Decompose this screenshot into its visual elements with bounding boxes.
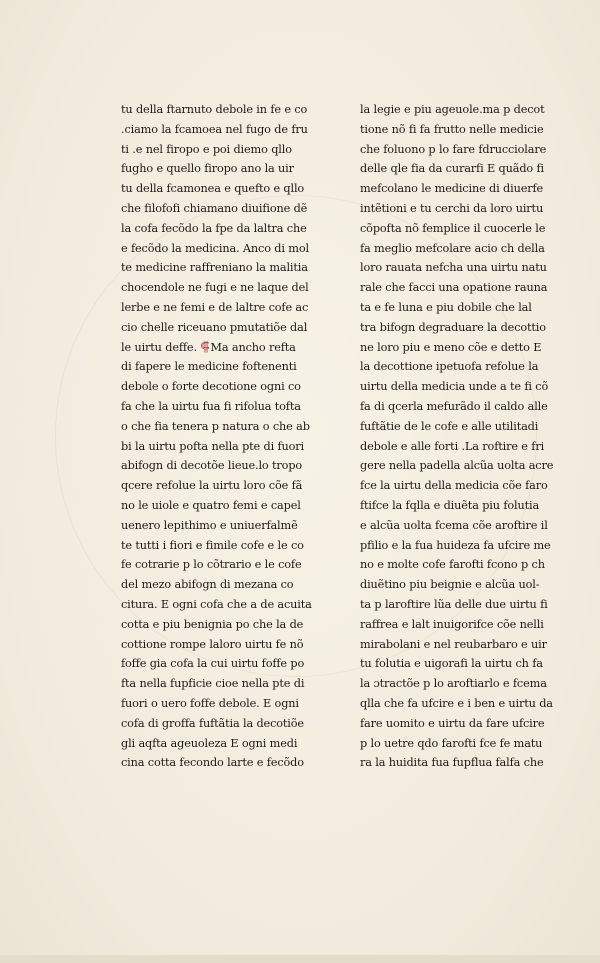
left-column-line: fa che la uirtu fua fi rifolua tofta [121, 399, 301, 413]
left-column-line: uenero lepithimo e uniuerfalmẽ [121, 518, 298, 532]
left-column-line: cio chelle riceuano pmutatiõe dal [121, 320, 308, 334]
left-column-line: fugho e quello firopo ano la uir [121, 162, 294, 176]
right-column-line: p lo uetre qdo farofti fce fe matu [360, 736, 543, 750]
left-column-line: tu della ftarnuto debole in fe e co [121, 103, 308, 116]
right-column-line: la legie e piu ageuole.ma p decot [360, 103, 545, 116]
left-column-line: qcere refolue la uirtu loro cõe fã [121, 479, 303, 493]
right-column-line: pfilio e la fua huideza fa ufcire me [360, 538, 551, 552]
right-column-line: fa di qcerla mefurãdo il caldo alle [360, 399, 548, 413]
right-column-line: intẽtioni e tu cerchi da loro uirtu [360, 201, 544, 215]
right-column-line: loro rauata nefcha una uirtu natu [360, 261, 547, 275]
right-column-line: mirabolani e nel reubarbaro e uir [360, 637, 547, 651]
left-column-line: citura. E ogni cofa che a de acuita [121, 597, 312, 611]
right-column-line: mefcolano le medicine di diuerfe [360, 182, 544, 196]
right-column-line: no e molte cofe farofti fcono p ch [360, 558, 545, 572]
right-column-line: fa meglio mefcolare acio ch della [360, 241, 545, 255]
right-column-line: tu folutia e uigorafi la uirtu ch fa [360, 657, 543, 671]
right-column-line: uirtu della medicia unde a te fi cõ [360, 380, 549, 394]
left-column-line: te tutti i fiori e fimile cofe e le co [121, 538, 304, 552]
right-column-line: raffrea e lalt inuigorifce cõe nelli [360, 617, 544, 631]
right-column-line: la decottione ipetuofa refolue la [360, 360, 539, 374]
left-column-line: lerbe e ne femi e de laltre cofe ac [121, 300, 309, 314]
right-column-line: debole e alle forti .La roftire e fri [360, 439, 545, 453]
left-column-line: cina cotta fecondo larte e fecõdo [121, 756, 304, 770]
right-column-line: e alcũa uolta fcema cõe aroftire il [360, 518, 548, 532]
pilcrow-mark-icon: ⸿ [200, 339, 210, 355]
left-column-line: fuori o uero foffe debole. E ogni [121, 696, 299, 710]
left-column-line: chocendole ne fugi e ne laque del [121, 281, 309, 295]
left-text-column [121, 100, 361, 773]
right-column-line: fuftãtie de le cofe e alle utilitadi [360, 419, 539, 433]
left-column-line: cotta e piu benignia po che la de [121, 617, 304, 631]
left-column-line: di fapere le medicine foftenenti [121, 360, 297, 374]
left-column-line: gli aqfta ageuoleza E ogni medi [121, 736, 298, 750]
right-column-line: ne loro piu e meno cõe e detto E [360, 340, 542, 354]
left-column-line: che filofofi chiamano diuifione dẽ [121, 201, 308, 215]
left-column-line: o che fia tenera p natura o che ab [121, 419, 310, 433]
right-column-line: fce la uirtu della medicia cõe faro [360, 479, 548, 493]
right-column-line: la ɔtractõe p lo aroftiarlo e fcema [360, 677, 547, 691]
right-column-line: delle qle fia da curarfi E quãdo fi [360, 162, 544, 176]
right-column-line: ftifce la fqlla e diuẽta piu folutia [360, 498, 540, 512]
right-column-line: ta p laroftire lũa delle due uirtu fi [360, 597, 548, 611]
page-bottom-edge [0, 955, 600, 963]
left-column-line: te medicine raffreniano la malitia [121, 261, 308, 275]
right-column-line: tra bifogn degraduare la decottio [360, 320, 546, 334]
left-column-line: la cofa fecõdo la fpe da laltra che [121, 221, 307, 235]
left-column-line: le uirtu deffe. ⸿Ma ancho refta [121, 339, 296, 355]
left-column-line: bi la uirtu pofta nella pte di fuori [121, 439, 305, 453]
right-column-line: rale che facci una opatione rauna [360, 281, 548, 295]
right-column-line: fare uomito e uirtu da fare ufcire [360, 716, 545, 730]
left-column-line: foffe gia cofa la cui uirtu foffe po [121, 657, 305, 671]
left-column-line: no le uiole e quatro femi e capel [121, 498, 301, 512]
right-column-line: cõpofta nõ femplice il cuocerle le [360, 221, 546, 235]
left-column-line: cofa di groffa fuftãtia la decotiõe [121, 716, 304, 730]
left-column-line: ti .e nel firopo e poi diemo qllo [121, 142, 292, 156]
right-column-line: tione nõ fi fa frutto nelle medicie [360, 122, 544, 136]
left-column-line: .ciamo la fcamoea nel fugo de fru [121, 122, 308, 136]
left-column-line: cottione rompe laloro uirtu fe nõ [121, 637, 304, 651]
left-column-line: e fecõdo la medicina. Anco di mol [121, 241, 309, 255]
right-column-line: ta e fe luna e piu dobile che lal [360, 300, 532, 314]
right-column-line: qlla che fa ufcire e i ben e uirtu da [360, 696, 553, 710]
left-column-line: fta nella fupficie cioe nella pte di [121, 677, 305, 691]
left-column-line: del mezo abifogn di mezana co [121, 578, 294, 592]
right-column-line: diuẽtino piu beignie e alcũa uol- [360, 578, 540, 592]
right-column-line: gere nella padella alcũa uolta acre [360, 459, 554, 473]
left-column-line: abifogn di decotõe lieue.lo tropo [121, 459, 303, 473]
left-column-line: tu della fcamonea e quefto e qllo [121, 182, 305, 196]
right-column-line: ra la huidita fua fupflua falfa che [360, 756, 544, 770]
right-text-column [360, 100, 598, 773]
left-column-line: fe cotrarie p lo cõtrario e le cofe [121, 558, 302, 572]
left-column-line: debole o forte decotione ogni co [121, 380, 301, 394]
right-column-line: che foluono p lo fare fdrucciolare [360, 142, 547, 156]
